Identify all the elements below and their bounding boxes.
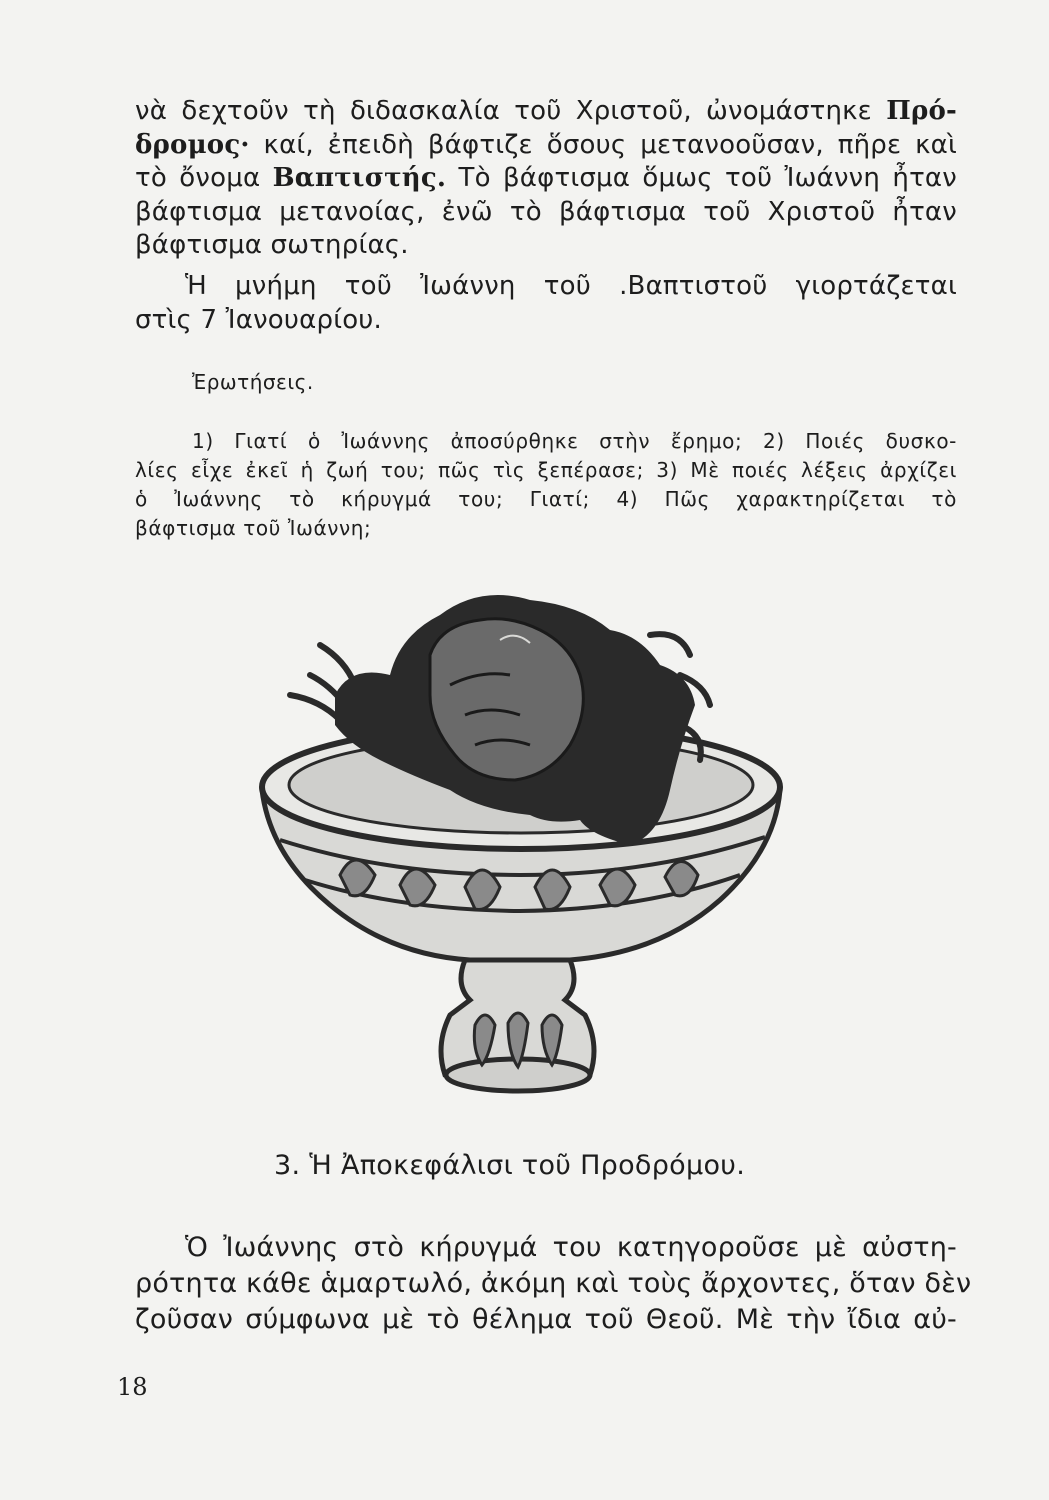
paragraph-feast-day <box>135 270 957 337</box>
questions-block <box>135 427 957 543</box>
question-line: λίες εἶχε ἐκεῖ ἡ ζωή του; πῶς τὶς ξεπέρασε; 3) Μὲ ποιές λέξεις ἀρχίζει <box>135 458 957 482</box>
bold-term-prodromos: Πρό- <box>886 96 957 126</box>
bold-term-prodromos-end: δρομος· <box>135 129 250 160</box>
illustration-head-on-platter <box>250 575 790 1115</box>
text-line <box>135 129 957 163</box>
text-line <box>135 162 957 196</box>
question-line: 1) Γιατί ὁ Ἰωάννης ἀποσύρθηκε στὴν ἔρημο; 2) Ποιές δυσκο- <box>192 429 957 453</box>
text-line: Ἡ μνήμη τοῦ Ἰωάννη τοῦ .Βαπτιστοῦ γιορτάζεται <box>185 271 957 301</box>
bold-term-baptistis: Βαπτιστής. <box>272 163 447 193</box>
text-line: ρότητα κάθε ἁμαρτωλό, ἀκόμη καὶ τοὺς ἄρχοντες, ὅταν δὲν <box>135 1268 972 1299</box>
text-line: βάφτισμα σωτηρίας. <box>135 230 409 260</box>
text-span: τὸ ὄνομα <box>135 163 273 193</box>
text-line: Ὁ Ἰωάννης στὸ κήρυγμά του κατηγοροῦσε μὲ αὐστη- <box>185 1232 957 1263</box>
text-span: Τὸ βάφτισμα ὅμως τοῦ Ἰωάννη ἦταν <box>446 163 957 193</box>
text-span: καί, ἐπειδὴ βάφτιζε ὅσους μετανοοῦσαν, πῆρε καὶ <box>249 129 957 160</box>
platter-stem <box>441 960 594 1091</box>
text-line <box>135 95 957 129</box>
questions-heading: Ἐρωτήσεις. <box>192 370 314 394</box>
text-line: βάφτισμα μετανοίας, ἐνῶ τὸ βάφτισμα τοῦ Χριστοῦ ἦταν <box>135 196 957 227</box>
text-span: νὰ δεχτοῦν τὴ διδασκαλία τοῦ Χριστοῦ, ὠνομάστηκε <box>135 96 872 126</box>
paragraph-beheading <box>135 1230 972 1338</box>
text-line: στὶς 7 Ἰανουαρίου. <box>135 304 383 335</box>
question-line: ὁ Ἰωάννης τὸ κήρυγμά του; Γιατί; 4) Πῶς χαρακτηρίζεται τὸ <box>135 487 957 511</box>
paragraph-baptist <box>135 95 957 263</box>
page-number: 18 <box>117 1373 148 1401</box>
question-line: βάφτισμα τοῦ Ἰωάννη; <box>135 516 372 540</box>
section-title: 3. Ἡ Ἀποκεφάλισι τοῦ Προδρόμου. <box>274 1150 746 1181</box>
text-line: ζοῦσαν σύμφωνα μὲ τὸ θέλημα τοῦ Θεοῦ. Μὲ τὴν ἴδια αὐ- <box>135 1304 957 1335</box>
